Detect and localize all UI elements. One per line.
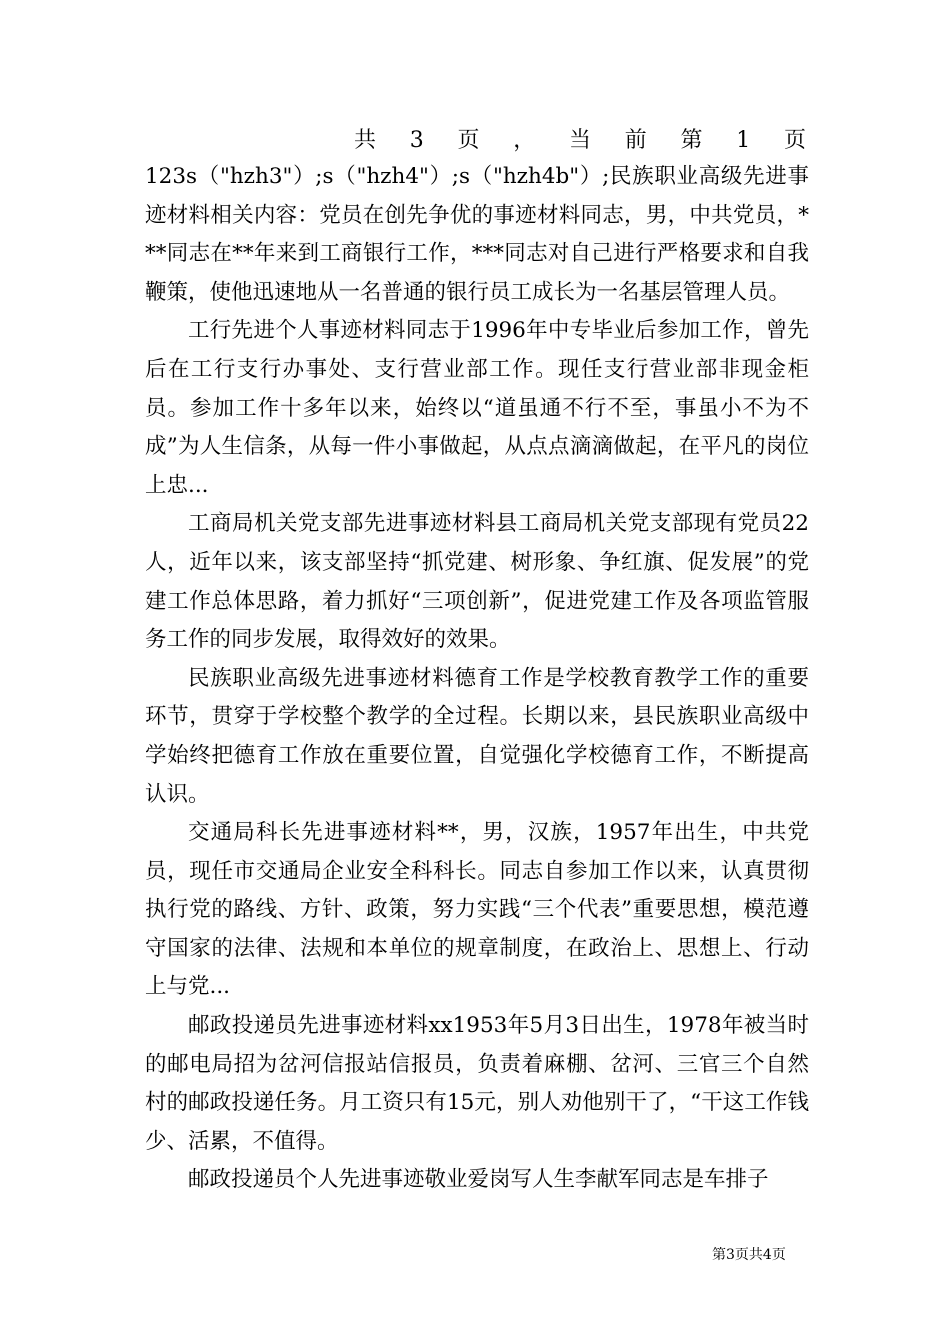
document-body xyxy=(145,158,809,1200)
paragraph: 民族职业高级先进事迹材料德育工作是学校教育教学工作的重要环节，贯穿于学校整个教学的全过程。长期以来，县民族职业高级中学始终把德育工作放在重要位置，自觉强化学校德育工作，不断提高认识。 xyxy=(145,665,809,807)
header-char: 1 xyxy=(736,128,751,153)
header-char: 第 xyxy=(680,128,703,153)
header-char: 当 xyxy=(568,128,591,153)
page-footer: 第3页共4页 xyxy=(712,1247,786,1263)
paragraph: 123s（"hzh3"）;s（"hzh4"）;s（"hzh4b"）;民族职业高级先进事迹材料相关内容：党员在创先争优的事迹材料同志，男，中共党员，***同志在**年来到工商银行工作，***同志对自己进行严格要求和自我鞭策，使他迅速地从一名普通的银行员工成长为一名基层管理人员。 xyxy=(145,164,809,305)
header-char: ， xyxy=(513,128,536,153)
paragraph: 邮政投递员个人先进事迹敬业爱岗写人生李献军同志是车排子 xyxy=(188,1167,769,1193)
paragraph: 邮政投递员先进事迹材料xx1953年5月3日出生，1978年被当时的邮电局招为岔河信报站信报员，负责着麻棚、岔河、三官三个自然村的邮政投递任务。月工资只有15元，别人劝他别干了，“干这工作钱少、活累，不值得。 xyxy=(145,1013,809,1154)
paragraph: 交通局科长先进事迹材料**，男，汉族，1957年出生，中共党员，现任市交通局企业安全科科长。同志自参加工作以来，认真贯彻执行党的路线、方针、政策，努力实践“三个代表”重要思想，模范遵守国家的法律、法规和本单位的规章制度，在政治上、思想上、行动上与党... xyxy=(145,820,809,1000)
paragraph: 工商局机关党支部先进事迹材料县工商局机关党支部现有党员22人，近年以来，该支部坚持“抓党建、树形象、争红旗、促发展”的党建工作总体思路，着力抓好“三项创新”，促进党建工作及各项监管服务工作的同步发展，取得效好的效果。 xyxy=(145,511,809,653)
header-char: 前 xyxy=(624,128,647,153)
header-char: 3 xyxy=(409,128,424,153)
paragraph: 工行先进个人事迹材料同志于1996年中专毕业后参加工作，曾先后在工行支行办事处、支行营业部工作。现任支行营业部非现金柜员。参加工作十多年以来，始终以“道虽通不行不至，事虽小不为不成”为人生信条，从每一件小事做起，从点点滴滴做起，在平凡的岗位上忠... xyxy=(145,318,809,498)
page-counter-header xyxy=(354,121,806,161)
header-char: 共 xyxy=(354,128,377,153)
header-char: 页 xyxy=(783,128,806,153)
header-char: 页 xyxy=(457,128,480,153)
